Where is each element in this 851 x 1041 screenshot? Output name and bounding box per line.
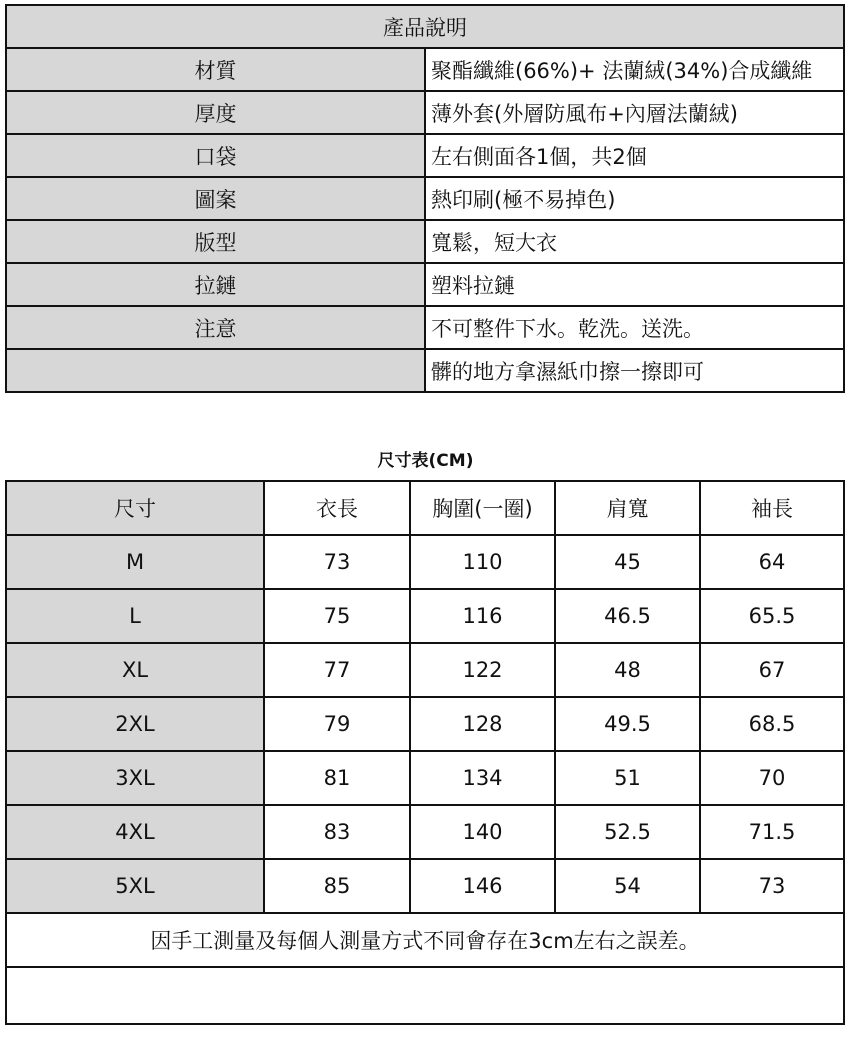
description-label: 材質 (6, 48, 425, 91)
header-chest: 胸圍(一圈) (410, 481, 555, 535)
description-row-fit (6, 220, 844, 263)
description-label: 拉鏈 (6, 263, 425, 306)
length-cell: 85 (264, 859, 410, 913)
description-value: 不可整件下水。乾洗。送洗。 (425, 306, 844, 349)
sleeve-cell: 71.5 (700, 805, 844, 859)
description-label: 厚度 (6, 91, 425, 134)
sleeve-cell: 64 (700, 535, 844, 589)
description-value: 寬鬆，短大衣 (425, 220, 844, 263)
description-row-care-extra (6, 349, 844, 392)
length-cell: 73 (264, 535, 410, 589)
header-size: 尺寸 (6, 481, 264, 535)
shoulder-cell: 51 (555, 751, 700, 805)
size-cell: 4XL (6, 805, 264, 859)
description-value: 左右側面各1個，共2個 (425, 134, 844, 177)
chest-cell: 128 (410, 697, 555, 751)
length-cell: 81 (264, 751, 410, 805)
table-row (6, 535, 844, 589)
description-label: 版型 (6, 220, 425, 263)
sleeve-cell: 70 (700, 751, 844, 805)
description-value: 薄外套(外層防風布+內層法蘭絨) (425, 91, 844, 134)
shoulder-cell: 46.5 (555, 589, 700, 643)
length-cell: 79 (264, 697, 410, 751)
chest-cell: 110 (410, 535, 555, 589)
table-row (6, 643, 844, 697)
table-row (6, 859, 844, 913)
shoulder-cell: 45 (555, 535, 700, 589)
chest-cell: 146 (410, 859, 555, 913)
sleeve-cell: 65.5 (700, 589, 844, 643)
size-cell: M (6, 535, 264, 589)
size-cell: 2XL (6, 697, 264, 751)
description-label: 圖案 (6, 177, 425, 220)
shoulder-cell: 49.5 (555, 697, 700, 751)
length-cell: 83 (264, 805, 410, 859)
length-cell: 77 (264, 643, 410, 697)
description-title: 產品說明 (6, 5, 844, 48)
chest-cell: 140 (410, 805, 555, 859)
chest-cell: 134 (410, 751, 555, 805)
size-cell: XL (6, 643, 264, 697)
table-row (6, 805, 844, 859)
description-row-material (6, 48, 844, 91)
description-row-thickness (6, 91, 844, 134)
product-description-table (5, 4, 845, 393)
description-value: 塑料拉鏈 (425, 263, 844, 306)
size-chart-blank-row (6, 967, 844, 1024)
header-sleeve: 袖長 (700, 481, 844, 535)
sleeve-cell: 68.5 (700, 697, 844, 751)
size-chart-table (5, 480, 845, 1025)
table-row (6, 751, 844, 805)
description-value: 髒的地方拿濕紙巾擦一擦即可 (425, 349, 844, 392)
length-cell: 75 (264, 589, 410, 643)
description-row-care (6, 306, 844, 349)
shoulder-cell: 52.5 (555, 805, 700, 859)
description-label: 注意 (6, 306, 425, 349)
size-cell: 3XL (6, 751, 264, 805)
sleeve-cell: 67 (700, 643, 844, 697)
description-row-pattern (6, 177, 844, 220)
description-title-row (6, 5, 844, 48)
size-cell: L (6, 589, 264, 643)
blank-cell (6, 967, 844, 1024)
description-value: 熱印刷(極不易掉色) (425, 177, 844, 220)
chest-cell: 122 (410, 643, 555, 697)
sleeve-cell: 73 (700, 859, 844, 913)
table-row (6, 697, 844, 751)
measurement-note: 因手工測量及每個人測量方式不同會存在3cm左右之誤差。 (6, 913, 844, 967)
size-chart-header-row (6, 481, 844, 535)
size-cell: 5XL (6, 859, 264, 913)
size-chart-caption: 尺寸表(CM) (377, 451, 474, 471)
chest-cell: 116 (410, 589, 555, 643)
table-row (6, 589, 844, 643)
size-chart-note-row (6, 913, 844, 967)
header-shoulder: 肩寬 (555, 481, 700, 535)
header-length: 衣長 (264, 481, 410, 535)
description-row-zipper (6, 263, 844, 306)
shoulder-cell: 48 (555, 643, 700, 697)
description-value: 聚酯纖維(66%)+ 法蘭絨(34%)合成纖維 (425, 48, 844, 91)
shoulder-cell: 54 (555, 859, 700, 913)
description-label (6, 349, 425, 392)
description-row-pocket (6, 134, 844, 177)
description-label: 口袋 (6, 134, 425, 177)
